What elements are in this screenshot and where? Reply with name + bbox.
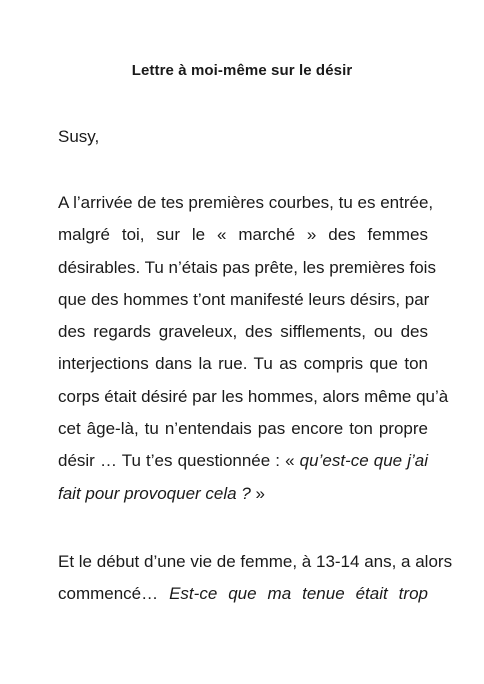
paragraph-line: corps était désiré par les hommes, alors même qu’à [58, 386, 449, 406]
paragraph-line: cet âge-là, tu n’entendais pas encore ton propre [58, 419, 428, 439]
letter-title: Lettre à moi-même sur le désir [131, 62, 353, 79]
paragraph-2 [58, 546, 453, 611]
paragraph-line [58, 578, 428, 610]
paragraph-line: Et le début d’une vie de femme, à 13-14 ans, a alors [58, 552, 453, 571]
italic-question: Est-ce que ma tenue était trop [169, 584, 428, 604]
paragraph-line: malgré toi, sur le « marché » des femmes [58, 225, 428, 245]
paragraph-line: des regards graveleux, des sifflements, ou des [58, 322, 428, 342]
paragraph-line [58, 478, 428, 510]
paragraph-line: que des hommes t’ont manifesté leurs désirs, par [58, 289, 430, 309]
line-text: » [250, 483, 265, 503]
paragraph-1 [58, 187, 449, 510]
salutation: Susy, [58, 127, 100, 146]
paragraph-line [58, 445, 428, 477]
paragraph-line: A l’arrivée de tes premières courbes, tu es entrée, [58, 193, 434, 212]
italic-quote: fait pour provoquer cela ? [58, 483, 251, 503]
line-text: désir … Tu t’es questionnée : « [58, 451, 300, 471]
paragraph-line: interjections dans la rue. Tu as compris que ton [58, 354, 428, 374]
line-text: commencé… [58, 584, 170, 604]
paragraph-line: désirables. Tu n’étais pas prête, les premières fois [58, 257, 436, 277]
italic-quote: qu’est-ce que j’ai [299, 451, 428, 471]
